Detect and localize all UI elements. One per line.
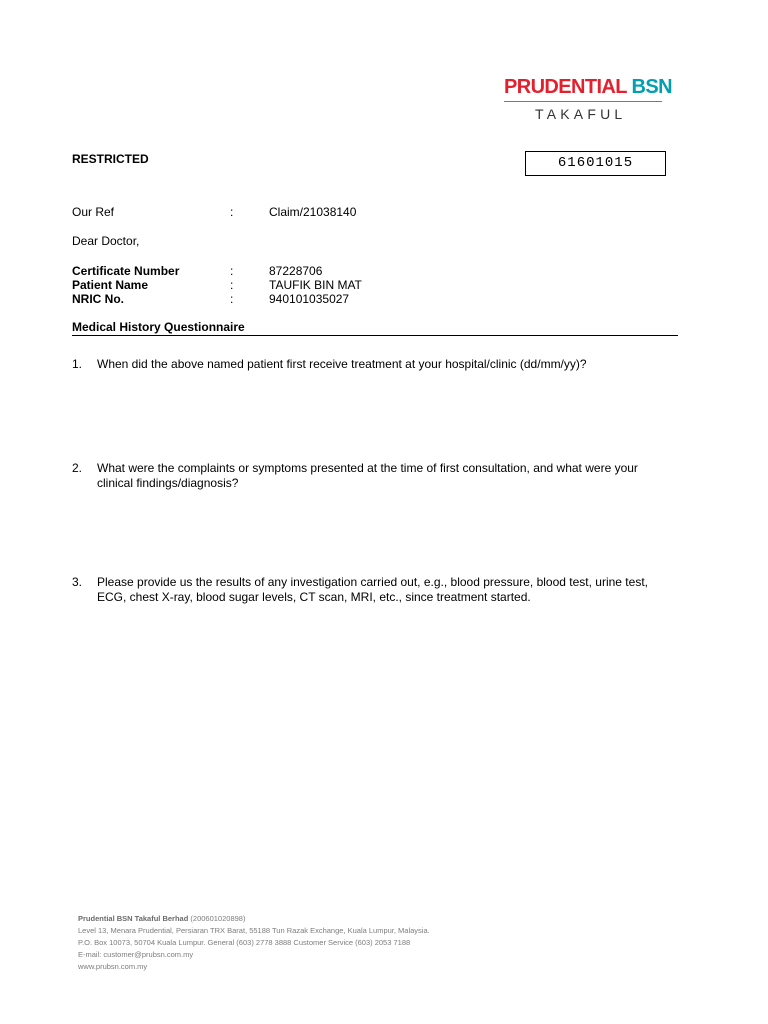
nric-value: 940101035027 [269,292,350,306]
our-ref-value: Claim/21038140 [269,205,357,219]
question-1-text: When did the above named patient first receive treatment at your hospital/clinic (dd/mm/yy)? [97,357,587,371]
company-logo [504,76,672,122]
logo-brand-accent: BSN [631,76,672,98]
nric-label: NRIC No. [72,292,124,306]
patient-name-colon: : [230,278,234,292]
nric-colon: : [230,292,234,306]
greeting: Dear Doctor, [72,234,140,248]
logo-subtitle: TAKAFUL [535,106,627,122]
footer-website: www.prubsn.com.my [78,962,148,971]
logo-brand-main: PRUDENTIAL [504,76,627,98]
logo-divider [504,101,662,102]
certificate-number-label: Certificate Number [72,264,180,278]
section-divider [72,335,678,336]
footer-email: E-mail: customer@prubsn.com.my [78,950,194,959]
footer [78,913,430,973]
footer-address: Level 13, Menara Prudential, Persiaran TRX Barat, 55188 Tun Razak Exchange, Kuala Lumpur, Malaysia. [78,926,430,935]
question-3-number: 3. [72,575,83,589]
footer-company-reg: (200601020898) [190,914,246,923]
logo-wordmark [504,76,672,98]
question-2-text: What were the complaints or symptoms presented at the time of first consultation, and what were your clinical findings/diagnosis? [97,461,638,490]
classification-label: RESTRICTED [72,152,149,166]
question-1-number: 1. [72,357,83,371]
section-title: Medical History Questionnaire [72,320,245,334]
footer-company-name: Prudential BSN Takaful Berhad [78,914,189,923]
footer-company-line [78,913,430,925]
question-2-number: 2. [72,461,83,475]
certificate-number-value: 87228706 [269,264,323,278]
patient-name-value: TAUFIK BIN MAT [269,278,362,292]
question-3-text: Please provide us the results of any investigation carried out, e.g., blood pressure, blood test, urine test, ECG, chest X-ray, blood sugar levels, CT scan, MRI, etc., since treatment started. [97,575,648,604]
footer-po-box: P.O. Box 10073, 50704 Kuala Lumpur. General (603) 2778 3888 Customer Service (603) 2053 7188 [78,938,411,947]
reference-number-box: 61601015 [525,151,666,176]
patient-name-label: Patient Name [72,278,149,292]
our-ref-colon: : [230,205,234,219]
certificate-number-colon: : [230,264,234,278]
our-ref-label: Our Ref [72,205,115,219]
